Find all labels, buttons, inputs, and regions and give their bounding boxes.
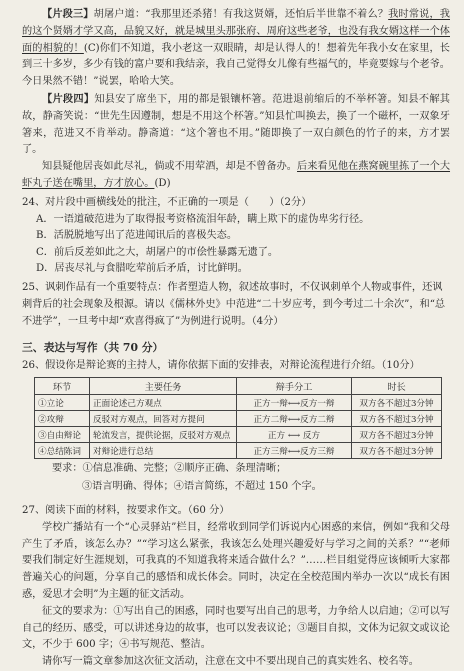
row-stage: ①立论 (35, 395, 90, 411)
question-27-requirements: 征文的要求为：①写出自己的困惑，同时也要写出自己的思考，力争给人以启迪；②可以写自己的经历、感受，可以讲述身边的故事，也可以发表议论；③题目自拟，文体为记叙文或议论文，不少于 600 字；④书写规范、整洁。 (22, 605, 450, 651)
row-role: 正方 ⟷ 反方 (237, 427, 352, 443)
question-24-option-c: C．前后反差如此之大，胡屠户的市侩性暴露无遗了。 (36, 246, 279, 258)
passage-4 (22, 91, 450, 159)
question-27-material: 学校广播站有一个“心灵驿站”栏目，经常收到同学们诉说内心困惑的来信，例如“我和父母产生了矛盾，该怎么办？”“学习这么紧张，我该怎么处理兴趣爱好与学习之间的关系？”“老师要我们制定好生涯规划，可我真的不知道我将来适合做什么？”……栏目组觉得应该倾听大家都普遍关心的问题，分享自己的感悟和成长体会。同时，决定在全校范围内举办一次以“成长有困惑，爱思才会明”为主题的征文活动。 (22, 521, 450, 600)
row-task: 对辩论进行总结 (90, 443, 237, 459)
question-24-option-d: D．居丧尽礼与食腊吃荤前后矛盾，讨比鲜明。 (36, 263, 248, 275)
table-row (35, 443, 442, 459)
row-time: 双方各不超过3分钟 (352, 427, 442, 443)
row-stage: ③自由辩论 (35, 427, 90, 443)
question-26-requirements-2: ③语言明确、得体；④语言简练，不超过 150 个字。 (82, 480, 322, 492)
row-time: 双方各不超过3分钟 (352, 395, 442, 411)
header-task: 主要任务 (90, 378, 237, 395)
table-row (35, 411, 442, 427)
passage-4-label: 【片段四】 (42, 92, 95, 105)
header-time: 时长 (352, 378, 442, 395)
question-27-instruction: 请你写一篇文章参加这次征文活动，注意在文中不要出现自己的真实姓名、校名等。 (42, 656, 419, 668)
section-3-title: 三、表达与写作（共 70 分） (22, 341, 164, 355)
passage-4-underlined: 后来看见他在燕窝碗里拣了一个大虾丸子送在嘴里，方才放心。 (22, 161, 451, 189)
row-task: 正面论述己方观点 (90, 395, 237, 411)
table-row (35, 427, 442, 443)
row-role: 正方三辩⟷反方三辩 (237, 443, 352, 459)
passage-3-label: 【片段三】 (42, 8, 94, 20)
table-row (35, 395, 442, 411)
passage-4-cont (22, 159, 450, 193)
row-time: 双方各不超过3分钟 (352, 411, 442, 427)
question-27-stem: 27、阅读下面的材料，按要求作文。（60 分） (22, 504, 230, 516)
question-25: 25、讽刺作品有一个重要特点：作者塑造人物，叙述故事时，不仅讽刺单个人物或事件，还讽刺背后的社会现象及根源。请以《儒林外史》中范进“二十岁应考，到今考过二十余次”，和“总不进学”，一旦考中却“欢喜得疯了”为例进行说明。（4分） (22, 281, 446, 327)
header-stage: 环节 (35, 378, 90, 395)
passage-4-text-1: 知县安了席坐下，用的都是银镶杯箸。范进退前缩后的不举杯箸。知县不解其故，静斋笑说：“世先生因遵制，想是不用这个杯箸。”知县忙叫换去，换了一个磁杯，一双象牙箸来，范进又不肯举动。静斋道：“这个箸也不用。”随即换了一双白颜色的竹子的来，方才罢了。 (22, 93, 450, 156)
passage-3-text-1: 胡屠户道：“我那里还杀猪！有我这贤婿，还怕后半世靠不着么？ (93, 9, 389, 20)
row-time: 双方各不超过3分钟 (352, 443, 442, 459)
passage-3 (22, 6, 450, 91)
row-task: 反驳对方观点，回答对方提问 (90, 411, 237, 427)
row-role: 正方一辩⟷反方一辩 (237, 395, 352, 411)
question-26-stem: 26、假设你是辩论赛的主持人，请你依据下面的安排表，对辩论流程进行介绍。（10分） (22, 360, 420, 372)
header-role: 辩手分工 (237, 378, 352, 395)
passage-3-underlined: 我时常说，我的这个贤婿才学又高，品貌又好，就是城里头那张府、周府这些老爷，也没有我女婿这样一个体面的相貌的！ (22, 9, 450, 54)
table-header-row (35, 378, 442, 395)
row-stage: ②攻辩 (35, 411, 90, 427)
question-24-option-b: B．活脱脱地写出了范进闻讯后的喜极失态。 (36, 230, 238, 242)
row-task: 轮流发言，提供论据，反驳对方观点 (90, 427, 237, 443)
row-role: 正方二辩⟷反方二辩 (237, 411, 352, 427)
question-24-stem: 24、对片段中画横线处的批注，不正确的一项是（ ）（2分） (22, 196, 312, 208)
passage-4-text-2: 知县疑他居丧如此尽礼，倘或不用荤酒，却是不曾备办。 (42, 161, 298, 173)
debate-schedule-table (34, 377, 442, 459)
question-26-requirements-1: 要求：①信息准确、完整；②顺序正确、条理清晰； (52, 463, 287, 475)
question-24-option-a: A．一语道破范进为了取得报考资格流泪年龄，瞒上欺下的虚伪卑劣行径。 (36, 213, 370, 225)
passage-3-text-3: (C)你们不知道，我小老这一双眼睛，却是认得人的！想着先年我小女在家里，长到三十多岁，多少有钱的富户要和我结亲，我自己觉得女儿像有些福气的，毕竟要嫁与个老爷。今日果然不错！”说罢，哈哈大笑。 (22, 42, 450, 88)
passage-4-marker: (D) (154, 177, 171, 189)
row-stage: ④总结陈词 (35, 443, 90, 459)
